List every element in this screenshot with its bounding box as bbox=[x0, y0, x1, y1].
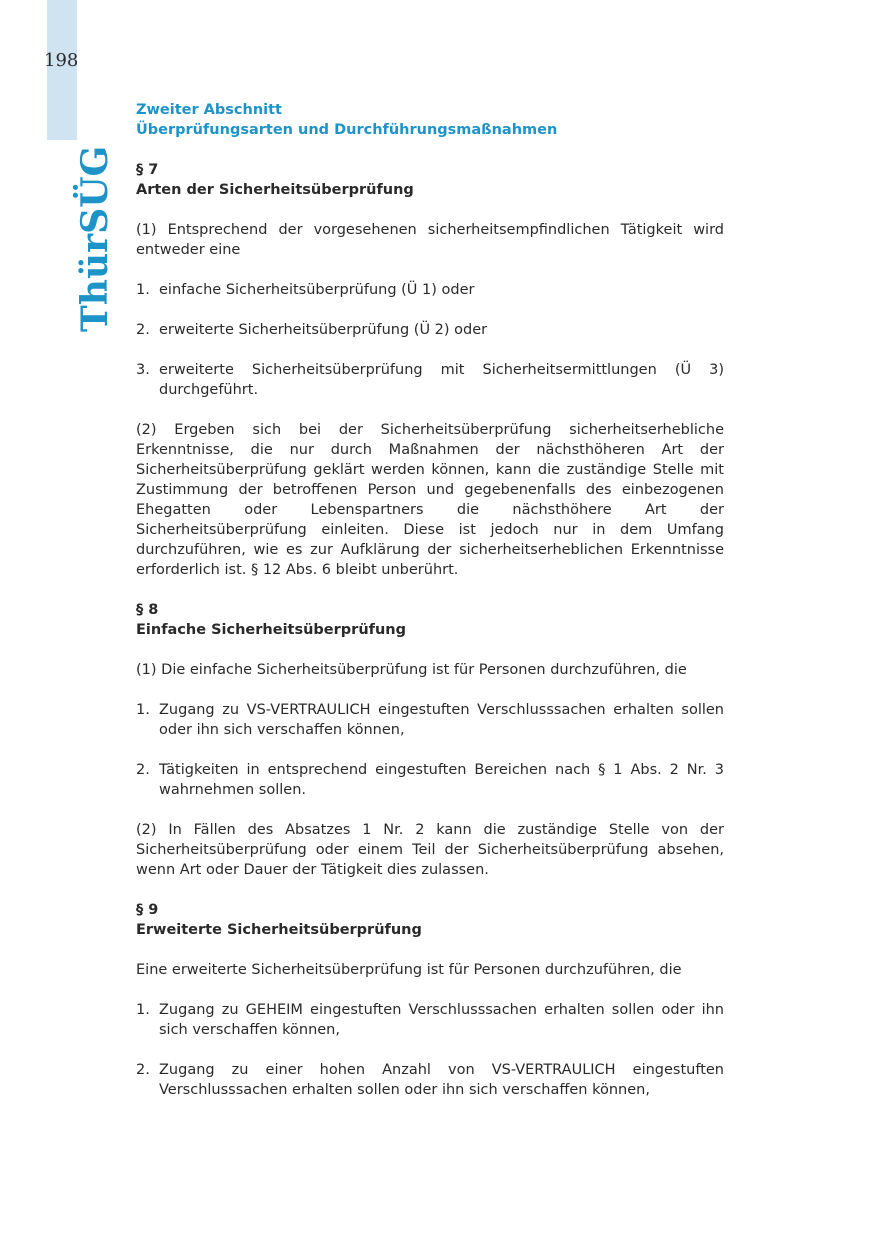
list-item-number: 2. bbox=[136, 1062, 150, 1078]
section-heading-line1: Zweiter Abschnitt bbox=[136, 102, 282, 118]
side-title: ThürSÜG bbox=[74, 145, 116, 332]
list-item-number: 1. bbox=[136, 1002, 150, 1018]
paragraph-9-sign: § 9 bbox=[136, 902, 159, 918]
list-item bbox=[136, 360, 724, 400]
paragraph-8-title: Einfache Sicherheitsüberprüfung bbox=[136, 622, 406, 638]
paragraph-8-sign: § 8 bbox=[136, 602, 159, 618]
list-item-text: Zugang zu VS-VERTRAULICH eingestuften Verschlusssachen erhalten sollen oder ihn sich verschaffen können, bbox=[159, 702, 724, 738]
paragraph-7-sign: § 7 bbox=[136, 162, 159, 178]
list-item-text: erweiterte Sicherheitsüberprüfung mit Sicherheitsermittlungen (Ü 3) durchgeführt. bbox=[159, 362, 724, 398]
paragraph-8-abs1: (1) Die einfache Sicherheitsüberprüfung ist für Personen durchzuführen, die bbox=[136, 662, 687, 678]
list-item-number: 3. bbox=[136, 362, 150, 378]
list-item-text: Zugang zu GEHEIM eingestuften Verschlusssachen erhalten sollen oder ihn sich verschaffen können, bbox=[159, 1002, 724, 1038]
paragraph-7-heading bbox=[136, 160, 724, 200]
paragraph-7-abs1: (1) Entsprechend der vorgesehenen sicherheitsempfindlichen Tätigkeit wird entweder eine bbox=[136, 222, 724, 258]
paragraph-8-heading bbox=[136, 600, 724, 640]
paragraph-9-intro: Eine erweiterte Sicherheitsüberprüfung ist für Personen durchzuführen, die bbox=[136, 962, 682, 978]
page-content bbox=[136, 100, 724, 1100]
list-item-text: einfache Sicherheitsüberprüfung (Ü 1) oder bbox=[159, 282, 475, 298]
paragraph-9-title: Erweiterte Sicherheitsüberprüfung bbox=[136, 922, 422, 938]
list-item bbox=[136, 760, 724, 800]
list-item bbox=[136, 1060, 724, 1100]
paragraph-7-title: Arten der Sicherheitsüberprüfung bbox=[136, 182, 414, 198]
list-item bbox=[136, 700, 724, 740]
paragraph-8-abs2: (2) In Fällen des Absatzes 1 Nr. 2 kann die zuständige Stelle von der Sicherheitsüberprüfung oder einem Teil der Sicherheitsüberprüfung absehen, wenn Art oder Dauer der Tätigkeit dies zulassen. bbox=[136, 822, 724, 878]
list-item bbox=[136, 320, 724, 340]
list-item-number: 2. bbox=[136, 762, 150, 778]
list-item-number: 1. bbox=[136, 282, 150, 298]
list-item-number: 2. bbox=[136, 322, 150, 338]
paragraph-9-heading bbox=[136, 900, 724, 940]
paragraph-7-abs2: (2) Ergeben sich bei der Sicherheitsüberprüfung sicherheitserhebliche Erkenntnisse, die nur durch Maßnahmen der nächsthöheren Art der Sicherheitsüberprüfung geklärt werden können, kann die zuständige Stelle mit Zustimmung der betroffenen Person und gegebenenfalls des einbezogenen Ehegatten oder Lebenspartners die nächsthöhere Art der Sicherheitsüberprüfung einleiten. Diese ist jedoch nur in dem Umfang durchzuführen, wie es zur Aufklärung der sicherheitserheblichen Erkenntnisse erforderlich ist. § 12 Abs. 6 bleibt unberührt. bbox=[136, 422, 724, 578]
section-heading bbox=[136, 100, 724, 140]
page-number: 198 bbox=[44, 50, 79, 71]
list-item-number: 1. bbox=[136, 702, 150, 718]
list-item-text: erweiterte Sicherheitsüberprüfung (Ü 2) oder bbox=[159, 322, 488, 338]
section-heading-line2: Überprüfungsarten und Durchführungsmaßnahmen bbox=[136, 122, 558, 138]
list-item-text: Zugang zu einer hohen Anzahl von VS-VERTRAULICH eingestuften Verschlusssachen erhalten sollen oder ihn sich verschaffen können, bbox=[159, 1062, 724, 1098]
list-item bbox=[136, 1000, 724, 1040]
list-item-text: Tätigkeiten in entsprechend eingestuften Bereichen nach § 1 Abs. 2 Nr. 3 wahrnehmen sollen. bbox=[159, 762, 724, 798]
list-item bbox=[136, 280, 724, 300]
